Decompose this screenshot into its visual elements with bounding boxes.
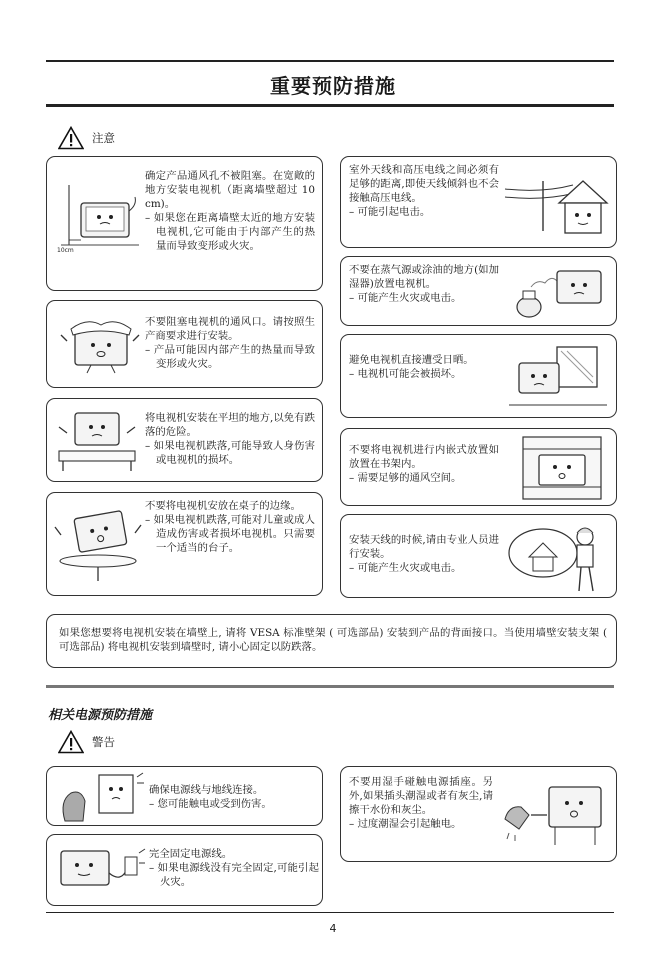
card-text bbox=[149, 847, 319, 889]
card-dash-item: – 如果电视机跌落,可能对儿童或成人造成伤害或者损坏电视机。只需要一个适当的台子。 bbox=[145, 514, 315, 554]
card-text bbox=[149, 783, 319, 811]
card-text bbox=[145, 315, 315, 371]
card-sunlight bbox=[340, 334, 617, 418]
card-antenna-install bbox=[340, 514, 617, 598]
card-dash-item: – 可能引起电击。 bbox=[349, 206, 431, 218]
caution-label: 注意 bbox=[92, 131, 115, 145]
caution-header bbox=[58, 126, 115, 150]
card-flat-surface bbox=[46, 398, 323, 482]
card-text bbox=[349, 775, 493, 831]
card-text bbox=[349, 263, 499, 305]
tv-on-cabinet-illustration bbox=[53, 407, 141, 475]
tv-in-bookshelf-illustration bbox=[517, 435, 607, 501]
installer-worker-illustration bbox=[501, 519, 613, 595]
tv-covered-cloth-illustration bbox=[57, 311, 143, 377]
warning-label: 警告 bbox=[92, 735, 115, 749]
tv-falling-illustration bbox=[53, 505, 143, 585]
card-body: 安装天线的时候,请由专业人员进行安装。 bbox=[349, 534, 499, 560]
section-divider bbox=[46, 685, 614, 688]
card-text bbox=[349, 163, 499, 219]
warning-triangle-icon bbox=[58, 126, 84, 150]
card-body: 确保电源线与地线连接。 bbox=[149, 784, 264, 796]
section-title: 相关电源预防措施 bbox=[48, 708, 153, 723]
card-grounding bbox=[46, 766, 323, 826]
tv-cord-illustration bbox=[55, 843, 147, 901]
card-body: 避免电视机直接遭受日晒。 bbox=[349, 354, 474, 366]
card-built-in bbox=[340, 428, 617, 506]
card-body: 不要阻塞电视机的通风口。请按照生产商要求进行安装。 bbox=[145, 316, 315, 342]
card-body: 完全固定电源线。 bbox=[149, 848, 233, 860]
card-text bbox=[349, 443, 499, 485]
card-steam-oil bbox=[340, 256, 617, 326]
card-dash-item: – 如果电源线没有完全固定,可能引起火灾。 bbox=[149, 862, 319, 888]
card-body: 不要用湿手碰触电源插座。另外,如果插头潮湿或者有灰尘,请擦干水份和灰尘。 bbox=[349, 776, 493, 816]
card-body: 不要将电视机进行内嵌式放置如放置在书架内。 bbox=[349, 444, 499, 470]
card-body: 将电视机安装在平坦的地方,以免有跌落的危险。 bbox=[145, 412, 315, 438]
card-body: 确定产品通风孔不被阻塞。在宽敞的地方安装电视机（距离墙壁超过 10 cm)。 bbox=[145, 170, 315, 210]
top-rule bbox=[46, 60, 614, 62]
card-text bbox=[349, 533, 499, 575]
title-underline bbox=[46, 104, 614, 107]
card-dash-item: – 可能产生火灾或电击。 bbox=[349, 292, 462, 304]
antenna-house-illustration bbox=[503, 167, 611, 239]
card-text bbox=[145, 499, 315, 555]
distance-label: 10cm bbox=[57, 247, 74, 253]
card-dash-item: – 如果您在距离墙壁太近的地方安装电视机,它可能由于内部产生的热量而导致变形或火灾。 bbox=[145, 212, 315, 252]
card-antenna-powerline bbox=[340, 156, 617, 248]
card-text bbox=[145, 169, 315, 253]
card-secure-cord bbox=[46, 834, 323, 906]
card-text bbox=[349, 353, 499, 381]
wall-mount-text: 如果您想要将电视机安装在墙壁上, 请将 VESA 标准壁架 ( 可选部品) 安装到产品的背面接口。当使用墙壁安装支架 ( 可选部品) 将电视机安装到墙壁时, 请小心固定以防跌落。 bbox=[59, 627, 607, 653]
card-dash-item: – 如果电视机跌落,可能导致人身伤害或电视机的损坏。 bbox=[145, 440, 315, 466]
card-dash-item: – 需要足够的通风空间。 bbox=[349, 472, 462, 484]
card-dash-item: – 过度潮湿会引起触电。 bbox=[349, 818, 462, 830]
hand-plug-illustration bbox=[55, 771, 145, 823]
tv-near-wall-illustration bbox=[55, 183, 141, 253]
page-title: 重要预防措施 bbox=[270, 74, 396, 98]
page-number: 4 bbox=[329, 922, 337, 935]
warning-triangle-icon bbox=[58, 730, 84, 754]
wet-hand-socket-illustration bbox=[499, 779, 611, 851]
wall-mount-note bbox=[46, 614, 617, 668]
card-dash-item: – 电视机可能会被损坏。 bbox=[349, 368, 462, 380]
humidifier-tv-illustration bbox=[511, 263, 611, 321]
bottom-rule bbox=[46, 912, 614, 913]
card-table-edge bbox=[46, 492, 323, 596]
card-wet-hands bbox=[340, 766, 617, 862]
card-body: 不要在蒸气源或涂油的地方(如加湿器)放置电视机。 bbox=[349, 264, 499, 290]
card-dash-item: – 您可能触电或受到伤害。 bbox=[149, 798, 272, 810]
card-body: 室外天线和高压电线之间必须有足够的距离,即使天线倾斜也不会接触高压电线。 bbox=[349, 164, 499, 204]
window-sun-tv-illustration bbox=[507, 343, 611, 413]
card-dash-item: – 产品可能因内部产生的热量而导致变形或火灾。 bbox=[145, 344, 315, 370]
card-text bbox=[145, 411, 315, 467]
card-vent-blocked bbox=[46, 300, 323, 388]
warning-header bbox=[58, 730, 115, 754]
card-body: 不要将电视机安放在桌子的边缘。 bbox=[145, 500, 301, 512]
card-dash-item: – 可能产生火灾或电击。 bbox=[349, 562, 462, 574]
card-ventilation bbox=[46, 156, 323, 291]
